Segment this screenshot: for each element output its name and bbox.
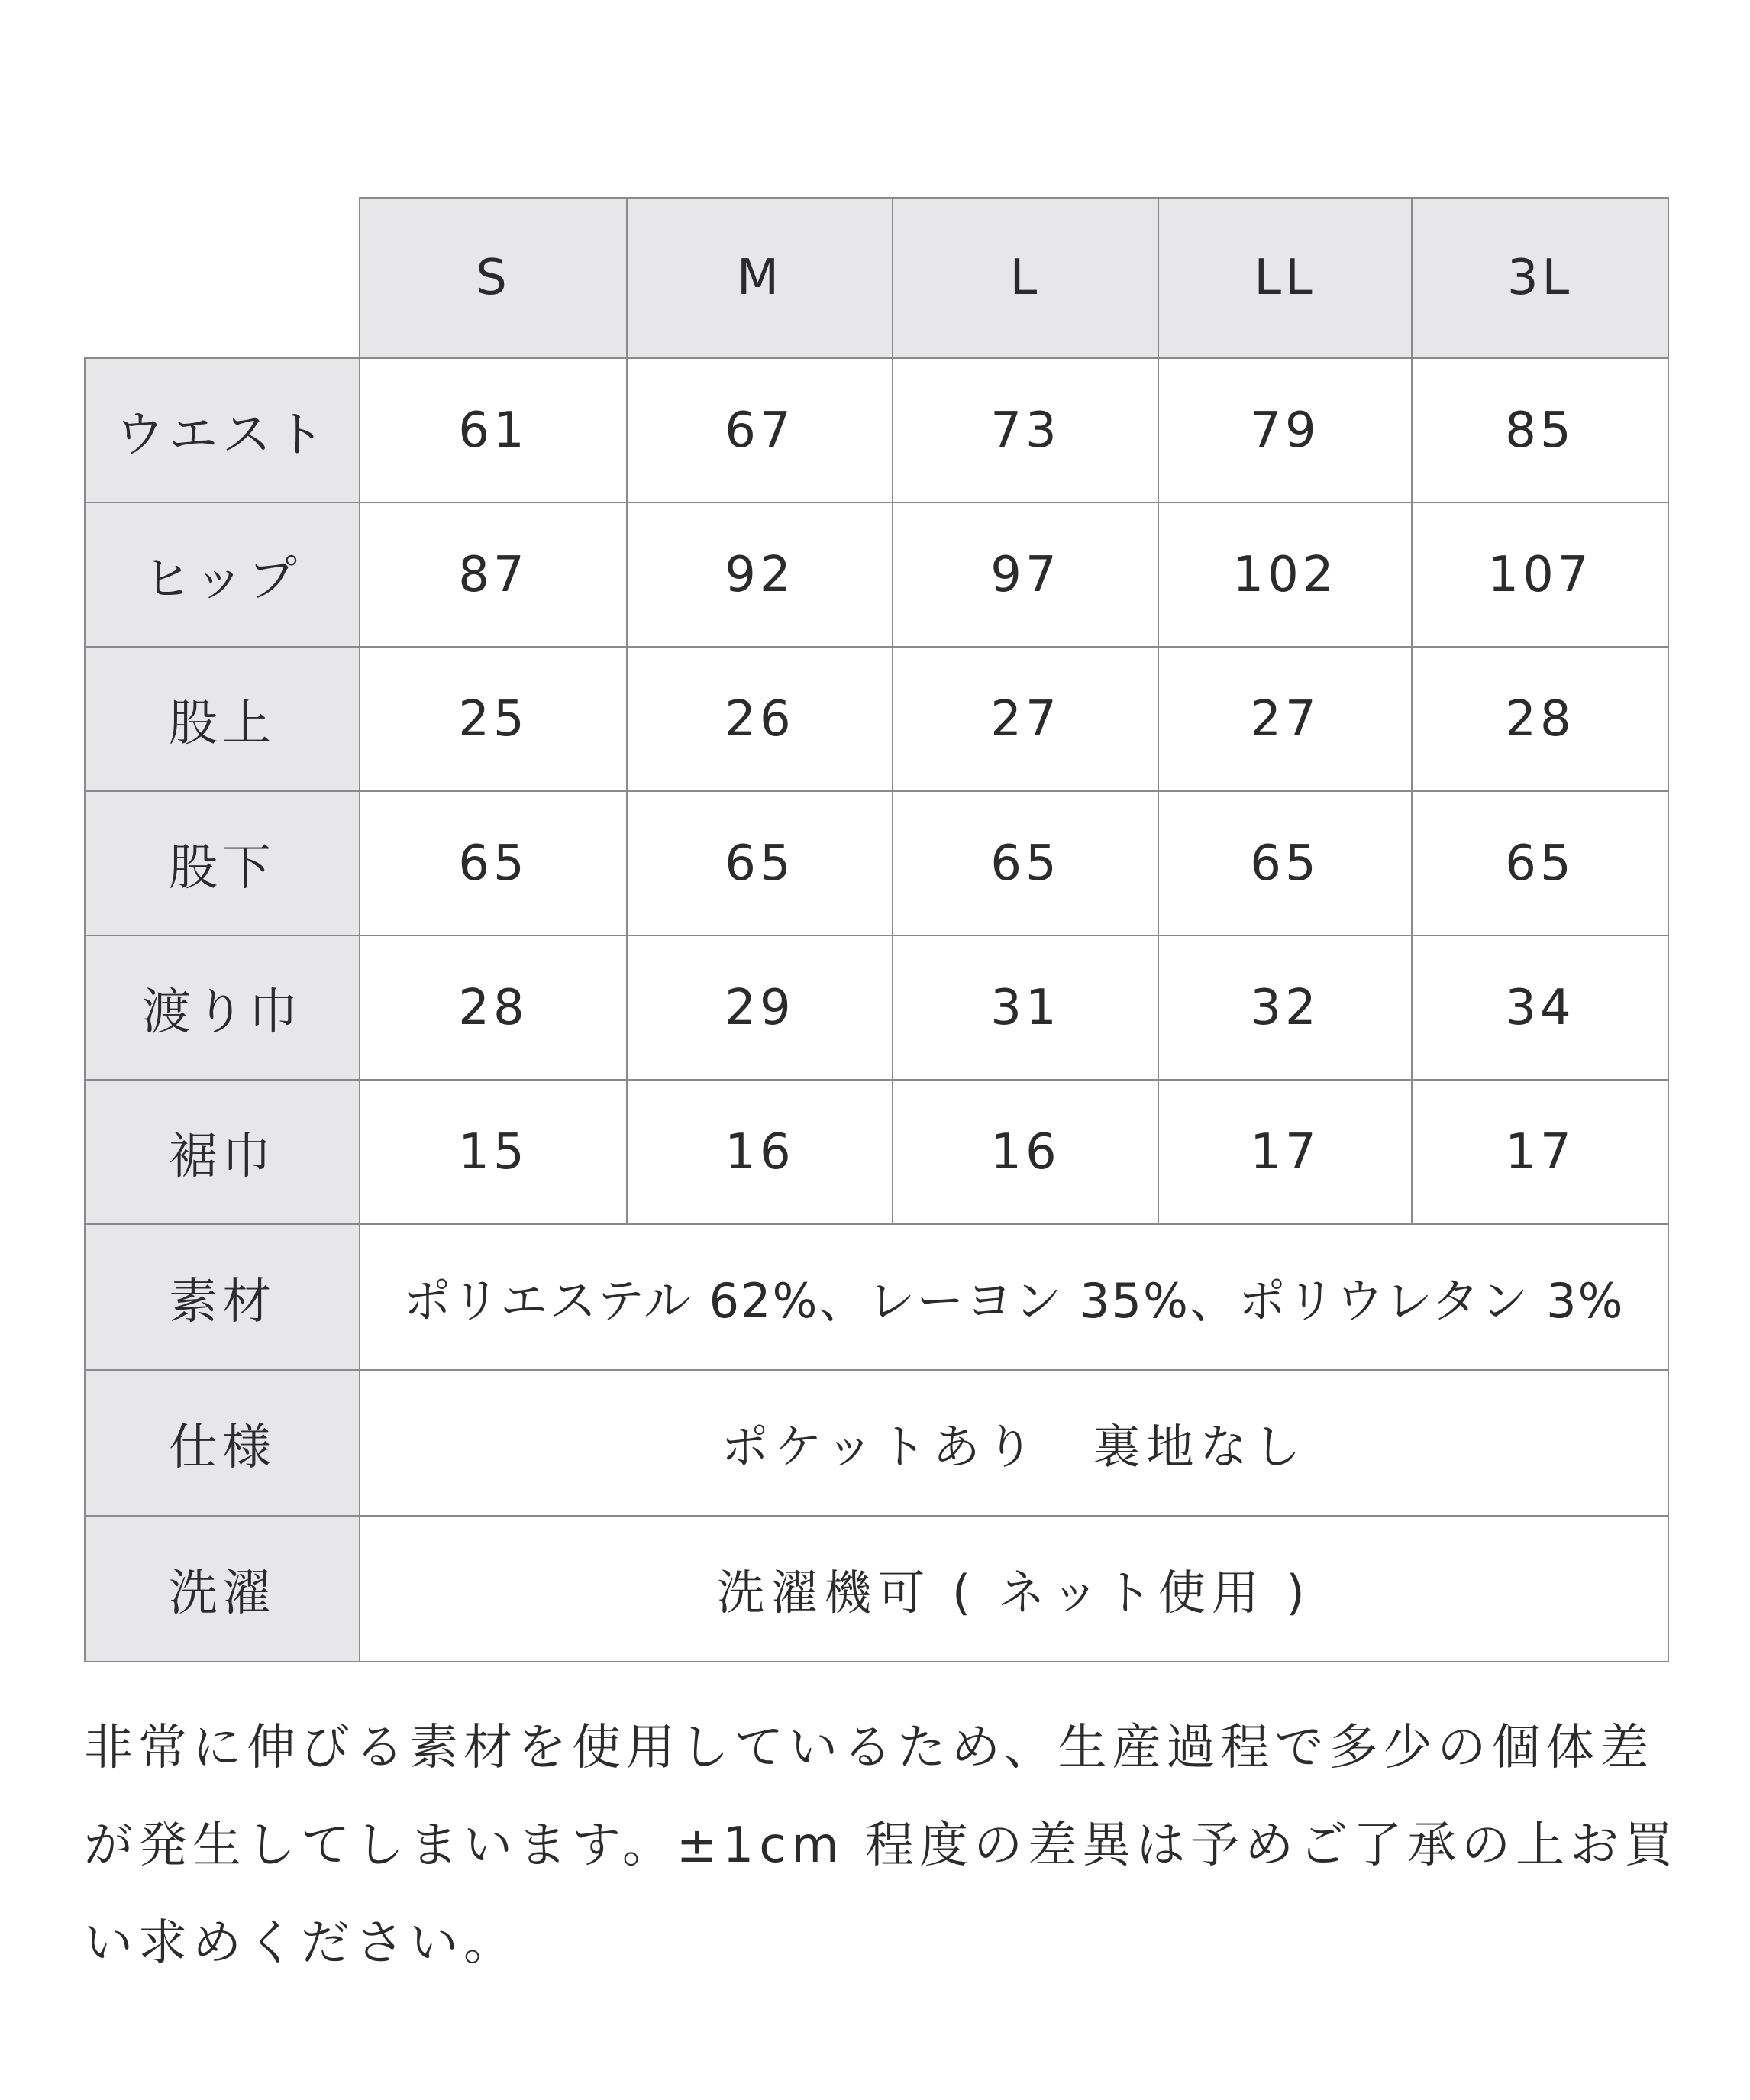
table-cell: 28 xyxy=(360,935,627,1080)
table-row-inseam xyxy=(85,791,1668,935)
table-row-spec xyxy=(85,1370,1668,1516)
table-cell: 65 xyxy=(1158,791,1412,935)
table-cell: 92 xyxy=(627,502,893,647)
table-cell: 85 xyxy=(1412,358,1668,502)
table-cell: 34 xyxy=(1412,935,1668,1080)
table-cell: 97 xyxy=(893,502,1158,647)
table-cell: 79 xyxy=(1158,358,1412,502)
table-row-hem xyxy=(85,1080,1668,1224)
size-header-ll: LL xyxy=(1158,198,1412,358)
size-header-3l: 3L xyxy=(1412,198,1668,358)
table-cell: 25 xyxy=(360,647,627,791)
table-cell: 26 xyxy=(627,647,893,791)
row-label-material: 素材 xyxy=(85,1224,360,1370)
row-label-washing: 洗濯 xyxy=(85,1516,360,1662)
size-note-text: 非常に伸びる素材を使用しているため、生産過程で多少の個体差が発生してしまいます。±1cm 程度の差異は予めご了承の上お買い求めください。 xyxy=(84,1720,1679,1972)
table-cell: 32 xyxy=(1158,935,1412,1080)
size-chart-table xyxy=(84,197,1669,1662)
table-row-waist xyxy=(85,358,1668,502)
table-row-thigh xyxy=(85,935,1668,1080)
table-cell: 28 xyxy=(1412,647,1668,791)
table-cell: 61 xyxy=(360,358,627,502)
table-cell: 107 xyxy=(1412,502,1668,647)
size-header-l: L xyxy=(893,198,1158,358)
row-label-spec: 仕様 xyxy=(85,1370,360,1516)
row-label-thigh: 渡り巾 xyxy=(85,935,360,1080)
table-cell: 27 xyxy=(1158,647,1412,791)
table-cell: 87 xyxy=(360,502,627,647)
size-header-s: S xyxy=(360,198,627,358)
row-label-waist: ウエスト xyxy=(85,358,360,502)
table-cell: 65 xyxy=(360,791,627,935)
washing-value: 洗濯機可 ( ネット使用 ) xyxy=(360,1516,1668,1662)
row-label-inseam: 股下 xyxy=(85,791,360,935)
table-cell: 102 xyxy=(1158,502,1412,647)
size-header-m: M xyxy=(627,198,893,358)
table-cell: 17 xyxy=(1412,1080,1668,1224)
spec-value: ポケットあり 裏地なし xyxy=(360,1370,1668,1516)
table-row-hip xyxy=(85,502,1668,647)
row-label-rise: 股上 xyxy=(85,647,360,791)
table-row-washing xyxy=(85,1516,1668,1662)
table-cell: 31 xyxy=(893,935,1158,1080)
table-cell: 73 xyxy=(893,358,1158,502)
table-row-material xyxy=(85,1224,1668,1370)
table-corner xyxy=(85,198,360,358)
table-cell: 29 xyxy=(627,935,893,1080)
table-cell: 17 xyxy=(1158,1080,1412,1224)
table-cell: 16 xyxy=(627,1080,893,1224)
table-cell: 27 xyxy=(893,647,1158,791)
table-cell: 65 xyxy=(1412,791,1668,935)
table-cell: 15 xyxy=(360,1080,627,1224)
table-row-rise xyxy=(85,647,1668,791)
table-cell: 65 xyxy=(893,791,1158,935)
table-cell: 65 xyxy=(627,791,893,935)
table-cell: 67 xyxy=(627,358,893,502)
row-label-hem: 裾巾 xyxy=(85,1080,360,1224)
row-label-hip: ヒップ xyxy=(85,502,360,647)
material-value: ポリエステル 62%、レーヨン 35%、ポリウレタン 3% xyxy=(360,1224,1668,1370)
table-cell: 16 xyxy=(893,1080,1158,1224)
